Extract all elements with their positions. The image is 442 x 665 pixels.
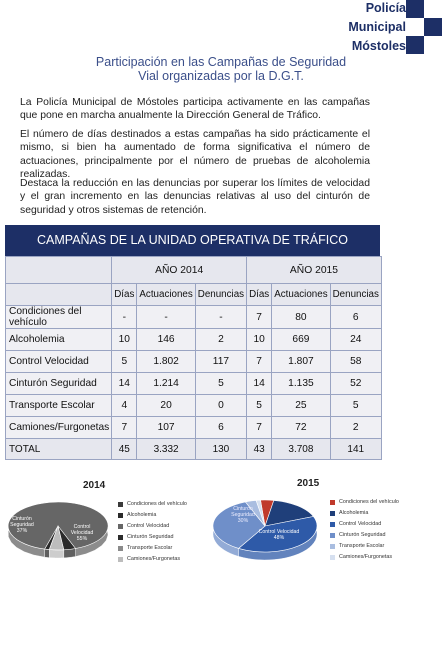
slice-data-label: Control Velocidad 48% <box>258 529 300 541</box>
empty-cell <box>6 257 112 284</box>
table-cell: 25 <box>272 395 330 417</box>
column-header: Denuncias <box>195 284 246 306</box>
table-cell: 1.807 <box>272 351 330 373</box>
table-cell: 7 <box>247 306 272 329</box>
page-title-line-1: Participación en las Campañas de Seguridad <box>95 55 347 69</box>
table-cell: 117 <box>195 351 246 373</box>
column-header: Actuaciones <box>137 284 195 306</box>
legend-label: Cinturón Seguridad <box>339 532 386 538</box>
legend-item <box>118 499 187 510</box>
page-title-line-2: Vial organizadas por la D.G.T. <box>138 69 304 83</box>
legend-label: Transporte Escolar <box>127 545 173 551</box>
table-row <box>6 329 382 351</box>
legend-swatch <box>118 524 123 529</box>
column-header: Días <box>112 284 137 306</box>
legend-item <box>330 497 399 508</box>
legend-item <box>330 519 399 530</box>
table-cell: 2 <box>330 417 381 439</box>
table-row <box>6 373 382 395</box>
legend-label: Camiones/Furgonetas <box>339 554 393 560</box>
table-cell: 20 <box>137 395 195 417</box>
legend-swatch <box>330 511 335 516</box>
row-label: Cinturón Seguridad <box>6 373 112 395</box>
table-cell: - <box>137 306 195 329</box>
table-row <box>6 306 382 329</box>
legend-item <box>118 521 187 532</box>
legend-swatch <box>118 502 123 507</box>
row-label: Camiones/Furgonetas <box>6 417 112 439</box>
table-cell: - <box>195 306 246 329</box>
chart-2014-title: 2014 <box>83 480 106 491</box>
legend-item <box>330 541 399 552</box>
empty-cell <box>6 284 112 306</box>
logo-line-1: Policía <box>365 1 406 15</box>
table-row <box>6 417 382 439</box>
logo-square <box>406 0 424 18</box>
denuncias-paragraph: Destaca la reducción en las denuncias por superar los límites de velocidad y el gran incremento en las denuncias relativas al uso del cinturón de seguridad y otros sistemas de retención. <box>20 178 370 216</box>
column-header: Días <box>247 284 272 306</box>
legend-item <box>118 543 187 554</box>
column-header: Actuaciones <box>272 284 330 306</box>
row-label: Condiciones del vehículo <box>6 306 112 329</box>
policia-municipal-logo <box>296 0 442 60</box>
legend-swatch <box>330 555 335 560</box>
table-cell: 14 <box>112 373 137 395</box>
table-cell: 7 <box>112 417 137 439</box>
legend-item <box>118 554 187 565</box>
table-cell: 6 <box>195 417 246 439</box>
table-cell: 6 <box>330 306 381 329</box>
legend-label: Condiciones del vehículo <box>339 499 399 505</box>
total-cell: 45 <box>112 439 137 460</box>
row-label: Control Velocidad <box>6 351 112 373</box>
total-label: TOTAL <box>6 439 112 460</box>
total-cell: 141 <box>330 439 381 460</box>
slice-data-label: Control Velocidad 55% <box>70 524 94 542</box>
table-cell: 0 <box>195 395 246 417</box>
logo-square <box>424 18 442 36</box>
table-cell: - <box>112 306 137 329</box>
legend-label: Transporte Escolar <box>339 543 385 549</box>
pie-slice-side <box>49 550 64 558</box>
legend-label: Camiones/Furgonetas <box>127 556 181 562</box>
table-cell: 107 <box>137 417 195 439</box>
legend-swatch <box>330 500 335 505</box>
legend-swatch <box>330 544 335 549</box>
legend-label: Alcoholemia <box>127 512 157 518</box>
pie-chart-2015 <box>205 488 335 568</box>
legend-label: Alcoholemia <box>339 510 369 516</box>
logo-line-3: Móstoles <box>351 39 406 53</box>
table-cell: 80 <box>272 306 330 329</box>
table-heading: CAMPAÑAS DE LA UNIDAD OPERATIVA DE TRÁFICO <box>5 225 380 256</box>
row-label: Alcoholemia <box>6 329 112 351</box>
total-cell: 3.332 <box>137 439 195 460</box>
legend-swatch <box>118 535 123 540</box>
total-cell: 130 <box>195 439 246 460</box>
column-header: Denuncias <box>330 284 381 306</box>
table-row <box>6 395 382 417</box>
table-cell: 14 <box>247 373 272 395</box>
year-2014-header: AÑO 2014 <box>112 257 247 284</box>
pie-slice-side <box>45 549 50 558</box>
table-cell: 1.802 <box>137 351 195 373</box>
days-paragraph: El número de días destinados a estas campañas ha sido prácticamente el mismo, si bien ha aumentado de forma significativa el número de actuaciones, principalmente por el número de pruebas de alcoholemia realizadas. <box>20 129 370 181</box>
table-cell: 10 <box>247 329 272 351</box>
table-cell: 10 <box>112 329 137 351</box>
table-cell: 58 <box>330 351 381 373</box>
legend-swatch <box>118 546 123 551</box>
chart-2014-legend <box>118 499 187 565</box>
legend-swatch <box>118 513 123 518</box>
legend-swatch <box>118 557 123 562</box>
legend-item <box>118 510 187 521</box>
row-label: Transporte Escolar <box>6 395 112 417</box>
page-title <box>0 55 442 83</box>
table-cell: 1.214 <box>137 373 195 395</box>
table-cell: 5 <box>330 395 381 417</box>
total-cell: 3.708 <box>272 439 330 460</box>
table-cell: 52 <box>330 373 381 395</box>
table-cell: 1.135 <box>272 373 330 395</box>
table-cell: 5 <box>247 395 272 417</box>
legend-label: Condiciones del vehículo <box>127 501 187 507</box>
pie-chart-2014 <box>0 490 120 565</box>
legend-item <box>330 508 399 519</box>
intro-paragraph: La Policía Municipal de Móstoles participa activamente en las campañas que pone en marcha anualmente la Dirección General de Tráfico. <box>20 97 370 122</box>
table-cell: 5 <box>195 373 246 395</box>
legend-swatch <box>330 522 335 527</box>
logo-square <box>406 36 424 54</box>
logo-line-2: Municipal <box>348 20 406 34</box>
legend-label: Cinturón Seguridad <box>127 534 174 540</box>
table-cell: 7 <box>247 417 272 439</box>
table-cell: 24 <box>330 329 381 351</box>
year-2015-header: AÑO 2015 <box>247 257 382 284</box>
table-cell: 72 <box>272 417 330 439</box>
table-cell: 4 <box>112 395 137 417</box>
chart-2015-title: 2015 <box>297 478 320 489</box>
table-cell: 5 <box>112 351 137 373</box>
chart-2015-legend <box>330 497 399 563</box>
slice-data-label: Cinturón Seguridad 37% <box>10 516 34 534</box>
legend-item <box>330 552 399 563</box>
legend-item <box>330 530 399 541</box>
table-cell: 2 <box>195 329 246 351</box>
total-cell: 43 <box>247 439 272 460</box>
table-row <box>6 351 382 373</box>
table-cell: 7 <box>247 351 272 373</box>
legend-swatch <box>330 533 335 538</box>
campaigns-table <box>5 225 380 460</box>
table-cell: 146 <box>137 329 195 351</box>
legend-label: Control Velocidad <box>127 523 170 529</box>
total-row <box>6 439 382 460</box>
legend-item <box>118 532 187 543</box>
table-cell: 669 <box>272 329 330 351</box>
legend-label: Control Velocidad <box>339 521 382 527</box>
slice-data-label: Cinturón Seguridad 30% <box>231 506 255 524</box>
